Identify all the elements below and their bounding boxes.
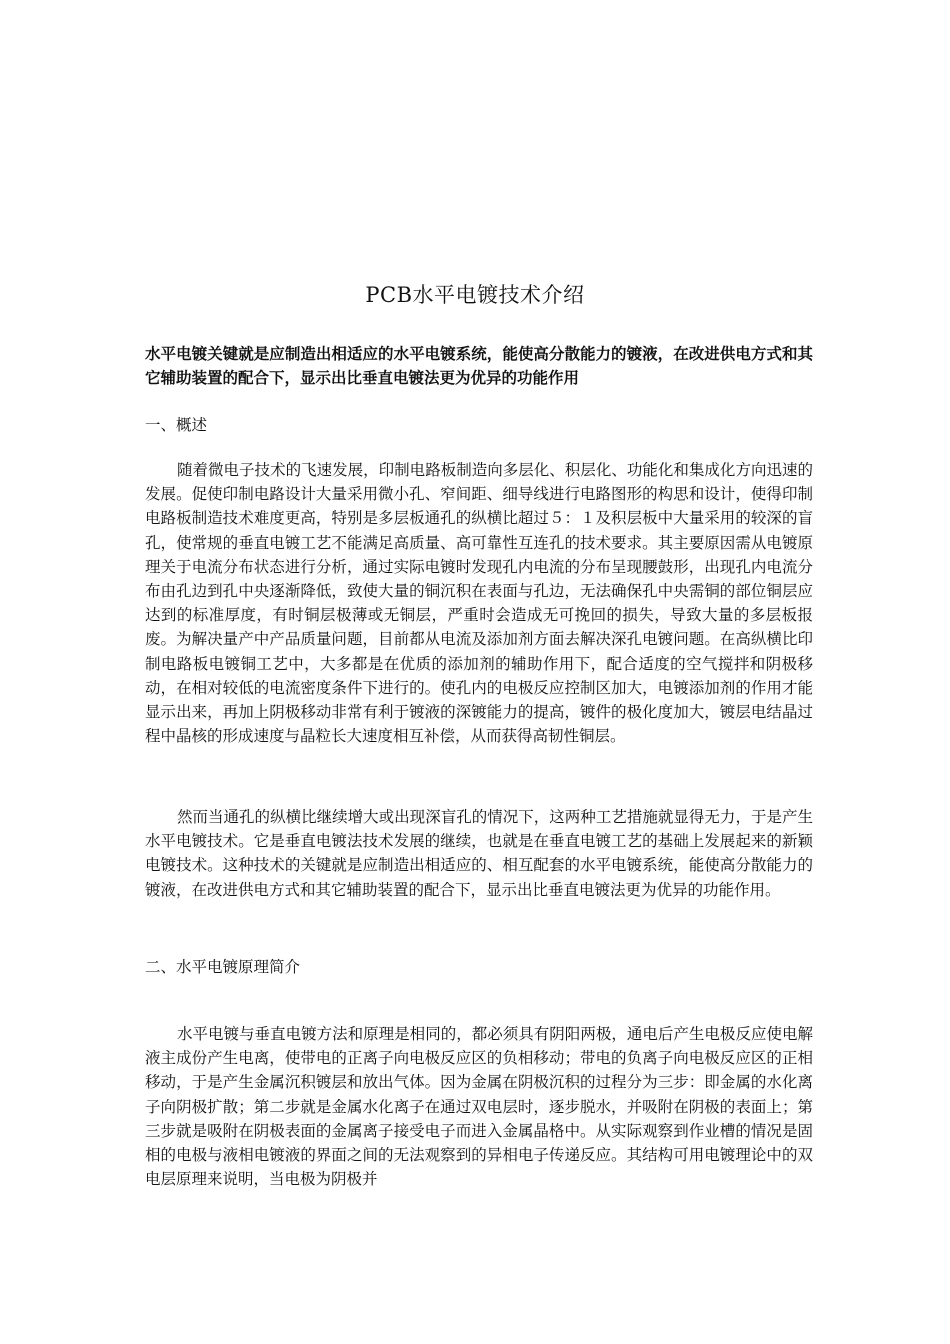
- overview-paragraph-2: 然而当通孔的纵横比继续增大或出现深盲孔的情况下，这两种工艺措施就显得无力，于是产生水平电镀技术。它是垂直电镀法技术发展的继续，也就是在垂直电镀工艺的基础上发展起来的新颖电镀技术。这种技术的关键就是应制造出相适应的、相互配套的水平电镀系统，能使高分散能力的镀液，在改进供电方式和其它辅助装置的配合下，显示出比垂直电镀法更为优异的功能作用。: [145, 808, 813, 899]
- document-title: PCB水平电镀技术介绍: [365, 283, 585, 307]
- section-heading-overview: 一、概述: [145, 416, 208, 434]
- overview-paragraph-1: 随着微电子技术的飞速发展，印制电路板制造向多层化、积层化、功能化和集成化方向迅速的发展。促使印制电路设计大量采用微小孔、窄间距、细导线进行电路图形的构思和设计，使得印制电路板制造技术难度更高，特别是多层板通孔的纵横比超过５：１及积层板中大量采用的较深的盲孔，使常规的垂直电镀工艺不能满足高质量、高可靠性互连孔的技术要求。其主要原因需从电镀原理关于电流分布状态进行分析，通过实际电镀时发现孔内电流的分布呈现腰鼓形，出现孔内电流分布由孔边到孔中央逐渐降低，致使大量的铜沉积在表面与孔边，无法确保孔中央需铜的部位铜层应达到的标准厚度，有时铜层极薄或无铜层，严重时会造成无可挽回的损失，导致大量的多层板报废。为解决量产中产品质量问题，目前都从电流及添加剂方面去解决深孔电镀问题。在高纵横比印制电路板电镀铜工艺中，大多都是在优质的添加剂的辅助作用下，配合适度的空气搅拌和阴极移动，在相对较低的电流密度条件下进行的。使孔内的电极反应控制区加大，电镀添加剂的作用才能显示出来，再加上阴极移动非常有利于镀液的深镀能力的提高，镀件的极化度加大，镀层电结晶过程中晶核的形成速度与晶粒长大速度相互补偿，从而获得高韧性铜层。: [145, 461, 813, 746]
- document-summary: 水平电镀关键就是应制造出相适应的水平电镀系统，能使高分散能力的镀液，在改进供电方式和其它辅助装置的配合下，显示出比垂直电镀法更为优异的功能作用: [145, 344, 813, 387]
- principle-paragraph-1: 水平电镀与垂直电镀方法和原理是相同的，都必须具有阴阳两极，通电后产生电极反应使电解液主成份产生电离，使带电的正离子向电极反应区的负相移动；带电的负离子向电极反应区的正相移动，于是产生金属沉积镀层和放出气体。因为金属在阴极沉积的过程分为三步：即金属的水化离子向阴极扩散；第二步就是金属水化离子在通过双电层时，逐步脱水，并吸附在阴极的表面上；第三步就是吸附在阴极表面的金属离子接受电子而进入金属晶格中。从实际观察到作业槽的情况是固相的电极与液相电镀液的界面之间的无法观察到的异相电子传递反应。其结构可用电镀理论中的双电层原理来说明，当电极为阴极并: [145, 1025, 813, 1189]
- section-heading-principle: 二、水平电镀原理简介: [145, 958, 301, 976]
